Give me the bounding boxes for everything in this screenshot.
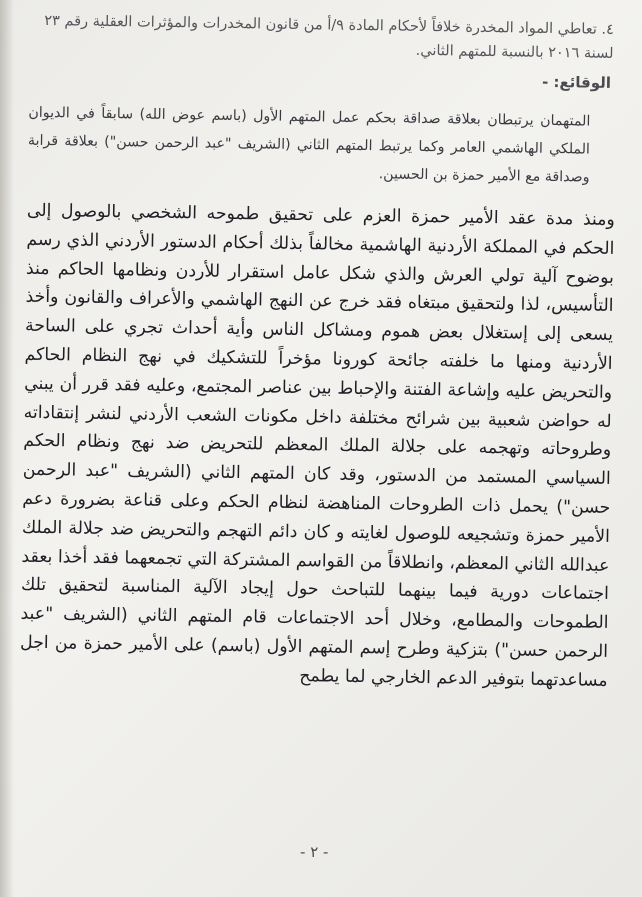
facts-heading: الوقائع: - bbox=[541, 72, 612, 92]
paragraph-relationship: المتهمان يرتبطان بعلاقة صداقة بحكم عمل المتهم الأول (باسم عوض الله) سابقاً في الديوان الملكي الهاشمي العامر وكما يرتبط المتهم الثاني (الشريف "عبد الرحمن حسن") بعلاقة قرابة وصداقة مع الأمير حمزة بن الحسين. bbox=[27, 104, 591, 186]
charge-item-4: ٤. تعاطي المواد المخدرة خلافاً لأحكام المادة ٩/أ من قانون المخدرات والمؤثرات العقلية رقم ٢٣ لسنة ٢٠١٦ بالنسبة للمتهم الثاني. bbox=[44, 12, 614, 62]
page-number: - ٢ - bbox=[300, 843, 329, 861]
paragraph-facts: ومنذ مدة عقد الأمير حمزة العزم على تحقيق طموحه الشخصي بالوصول إلى الحكم في المملكة الأردنية الهاشمية مخالفاً بذلك أحكام الدستور الأردني الذي رسم بوضوح آلية تولي العرش والذي شكل عامل استقرار للأردن ونظامها الحاكم منذ التأسيس، لذا ولتحقيق مبتغاه فقد خرج عن النهج الهاشمي والأعراف والقانون وأخذ يسعى إلى إستغلال بعض هموم ومشاكل الناس وأية أحداث تجري على الساحة الأردنية ومنها ما خلفته جائحة كورونا مؤخراً للتشكيك في نهج النظام الحاكم والتحريض عليه وإشاعة الفتنة والإحباط بين عناصر المجتمع، وعليه فقد قرر أن يبني له حواضن شعبية بين شرائح مختلفة داخل مكونات الشعب الأردني لنشر إنتقاداته وطروحاته وتهجمه على جلالة الملك المعظم للتحريض ضد نهج ونظام الحكم السياسي المستمد من الدستور، وقد كان المتهم الثاني (الشريف "عبد الرحمن حسن") يحمل ذات الطروحات المناهضة لنظام الحكم وعلى قناعة بضرورة دعم الأمير حمزة وتشجيعه للوصول لغايته و كان دائم التهجم والتحريض ضد جلالة الملك عبدالله الثاني المعظم، وانطلاقاً من القواسم المشتركة التي تجمعهما فقد أخذا بعقد اجتماعات دورية فيما بينهما للتباحث حول إيجاد الآلية المناسبة لتحقيق تلك الطموحات والمطامع، وخلال أحد الاجتماعات قام المتهم الثاني (الشريف "عبد الرحمن حسن") بتزكية وطرح إسم المتهم الأول (باسم) على الأمير حمزة من اجل مساعدتهما بتوفير الدعم الخارجي لما يطمح bbox=[19, 200, 615, 691]
page-body bbox=[19, 9, 618, 696]
